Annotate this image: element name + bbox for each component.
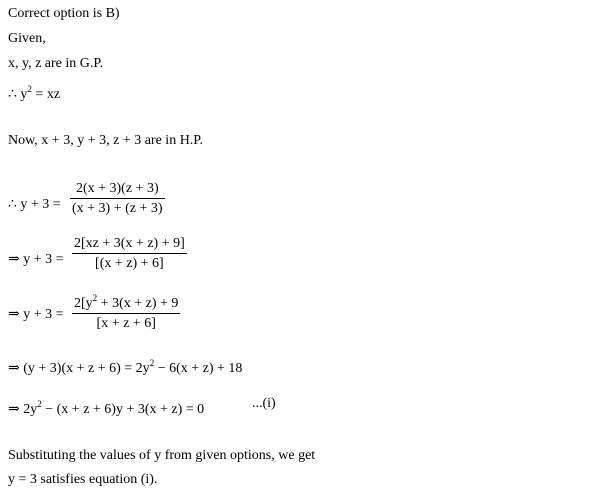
conclusion-line-2: y = 3 satisfies equation (i).: [8, 472, 158, 487]
step4-equation: [8, 354, 242, 378]
step5-a: ⇒ 2y: [8, 402, 38, 417]
step5-equation: [8, 395, 204, 419]
step1-fraction: [70, 180, 165, 217]
gp-relation-rhs: = xz: [31, 87, 61, 102]
gp-statement: x, y, z are in G.P.: [8, 56, 104, 71]
step1-numerator: 2(x + 3)(z + 3): [75, 181, 159, 196]
step5-b: − (x + z + 6)y + 3(x + z) = 0: [41, 402, 205, 417]
step3-denominator: [x + z + 6]: [96, 316, 156, 331]
step3-numerator: [72, 290, 180, 313]
step2-denominator: [(x + z) + 6]: [95, 256, 164, 271]
step2-numerator: 2[xz + 3(x + z) + 9]: [74, 236, 185, 251]
step1-denominator: (x + 3) + (z + 3): [72, 201, 163, 216]
step3-fraction: [72, 290, 180, 332]
step4-exponent: 2: [149, 358, 155, 368]
gp-relation: [8, 80, 60, 104]
hp-statement: Now, x + 3, y + 3, z + 3 are in H.P.: [8, 133, 204, 148]
gp-relation-lhs: ∴ y: [8, 87, 28, 102]
step4-b: − 6(x + z) + 18: [154, 361, 243, 376]
step3-lhs: ⇒ y + 3 =: [8, 307, 64, 322]
conclusion-line-1: Substituting the values of y from given options, we get: [8, 448, 316, 463]
step3-num-a: 2[y: [74, 296, 93, 311]
answer-line: Correct option is B): [8, 6, 120, 21]
equation-tag: ...(i): [252, 396, 276, 411]
gp-relation-exponent: 2: [27, 84, 32, 94]
step1-lhs: ∴ y + 3 =: [8, 197, 61, 212]
given-label: Given,: [8, 31, 46, 46]
step2-lhs: ⇒ y + 3 =: [8, 252, 64, 267]
step4-a: ⇒ (y + 3)(x + z + 6) = 2y: [8, 361, 150, 376]
step3-num-b: + 3(x + z) + 9: [97, 296, 179, 311]
step2-fraction: [72, 235, 187, 272]
step3-num-exponent: 2: [92, 293, 98, 303]
step5-exponent: 2: [37, 399, 42, 409]
